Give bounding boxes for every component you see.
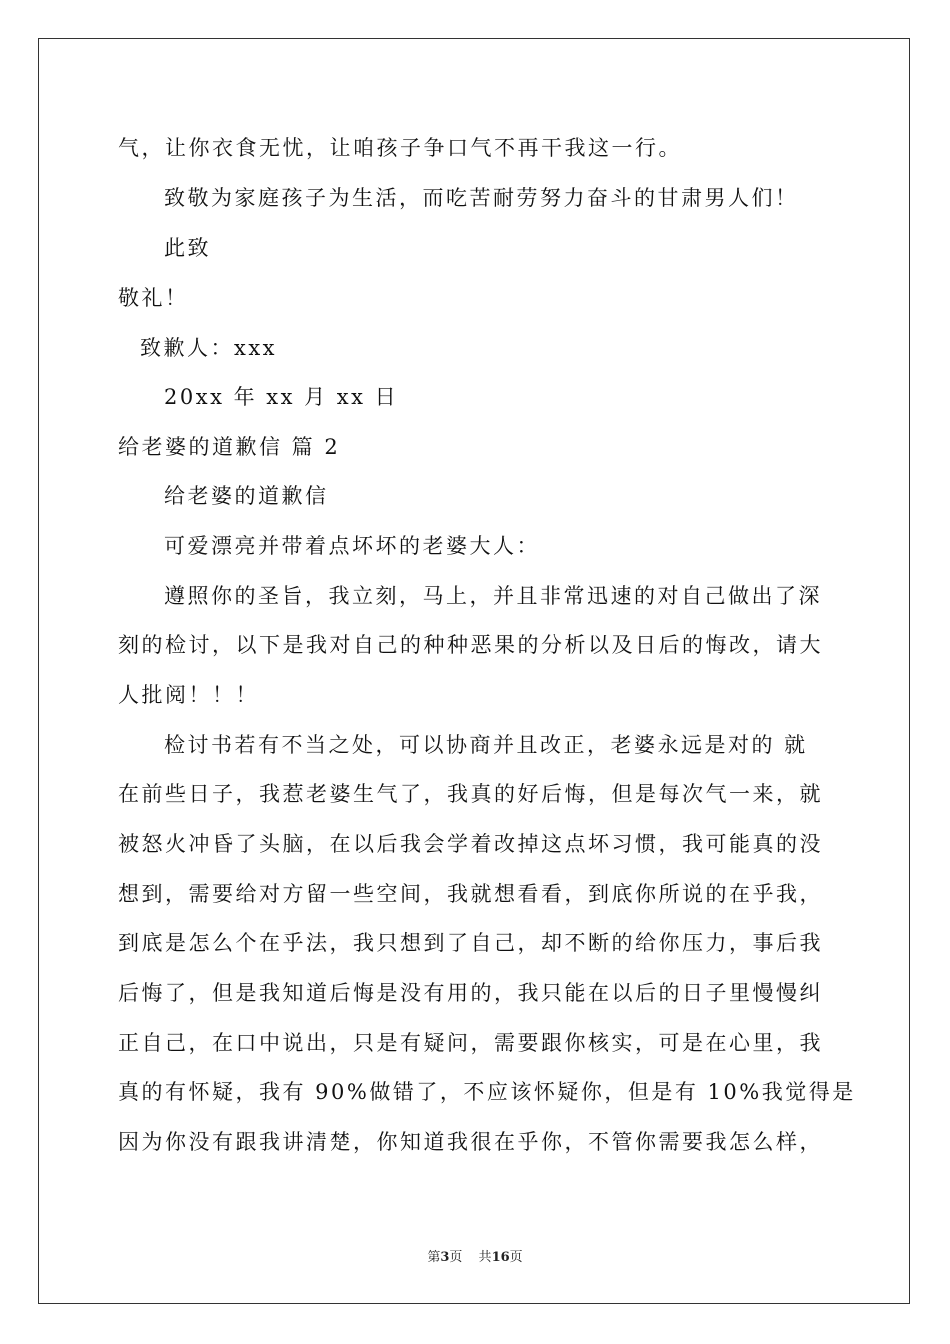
page-total: 共16页 xyxy=(478,1250,523,1265)
section-heading: 给老婆的道歉信 篇 2 xyxy=(118,435,341,459)
text-line: 后悔了，但是我知道后悔是没有用的，我只能在以后的日子里慢慢纠 xyxy=(118,981,823,1005)
signature-line: 致歉人：xxx xyxy=(140,336,278,360)
text-line: 因为你没有跟我讲清楚，你知道我很在乎你，不管你需要我怎么样， xyxy=(118,1130,823,1154)
letter-title: 给老婆的道歉信 xyxy=(164,484,329,508)
text-line: 在前些日子，我惹老婆生气了，我真的好后悔，但是每次气一来，就 xyxy=(118,782,823,806)
text-line: 刻的检讨，以下是我对自己的种种恶果的分析以及日后的悔改，请大 xyxy=(118,633,823,657)
text-line: 致敬为家庭孩子为生活，而吃苦耐劳努力奋斗的甘肃男人们！ xyxy=(164,186,799,210)
text-line: 遵照你的圣旨，我立刻，马上，并且非常迅速的对自己做出了深 xyxy=(164,584,822,608)
text-line: 正自己，在口中说出，只是有疑问，需要跟你核实，可是在心里，我 xyxy=(118,1031,823,1055)
page-border xyxy=(38,38,910,1304)
text-line: 检讨书若有不当之处，可以协商并且改正，老婆永远是对的 就 xyxy=(164,733,808,757)
text-line: 被怒火冲昏了头脑，在以后我会学着改掉这点坏习惯，我可能真的没 xyxy=(118,832,823,856)
text-line: 到底是怎么个在乎法，我只想到了自己，却不断的给你压力，事后我 xyxy=(118,931,823,955)
text-line: 真的有怀疑，我有 90%做错了，不应该怀疑你，但是有 10%我觉得是 xyxy=(118,1080,856,1104)
text-line: 人批阅！！！ xyxy=(118,683,259,707)
text-line: 气，让你衣食无忧，让咱孩子争口气不再干我这一行。 xyxy=(118,136,682,160)
page-footer xyxy=(0,1246,950,1265)
page-number: 第3页 xyxy=(427,1250,463,1265)
date-line: 20xx 年 xx 月 xx 日 xyxy=(164,385,399,409)
text-line: 想到，需要给对方留一些空间，我就想看看，到底你所说的在乎我， xyxy=(118,882,823,906)
text-line: 敬礼！ xyxy=(118,286,189,310)
salutation: 可爱漂亮并带着点坏坏的老婆大人： xyxy=(164,534,540,558)
text-line: 此致 xyxy=(164,236,211,260)
